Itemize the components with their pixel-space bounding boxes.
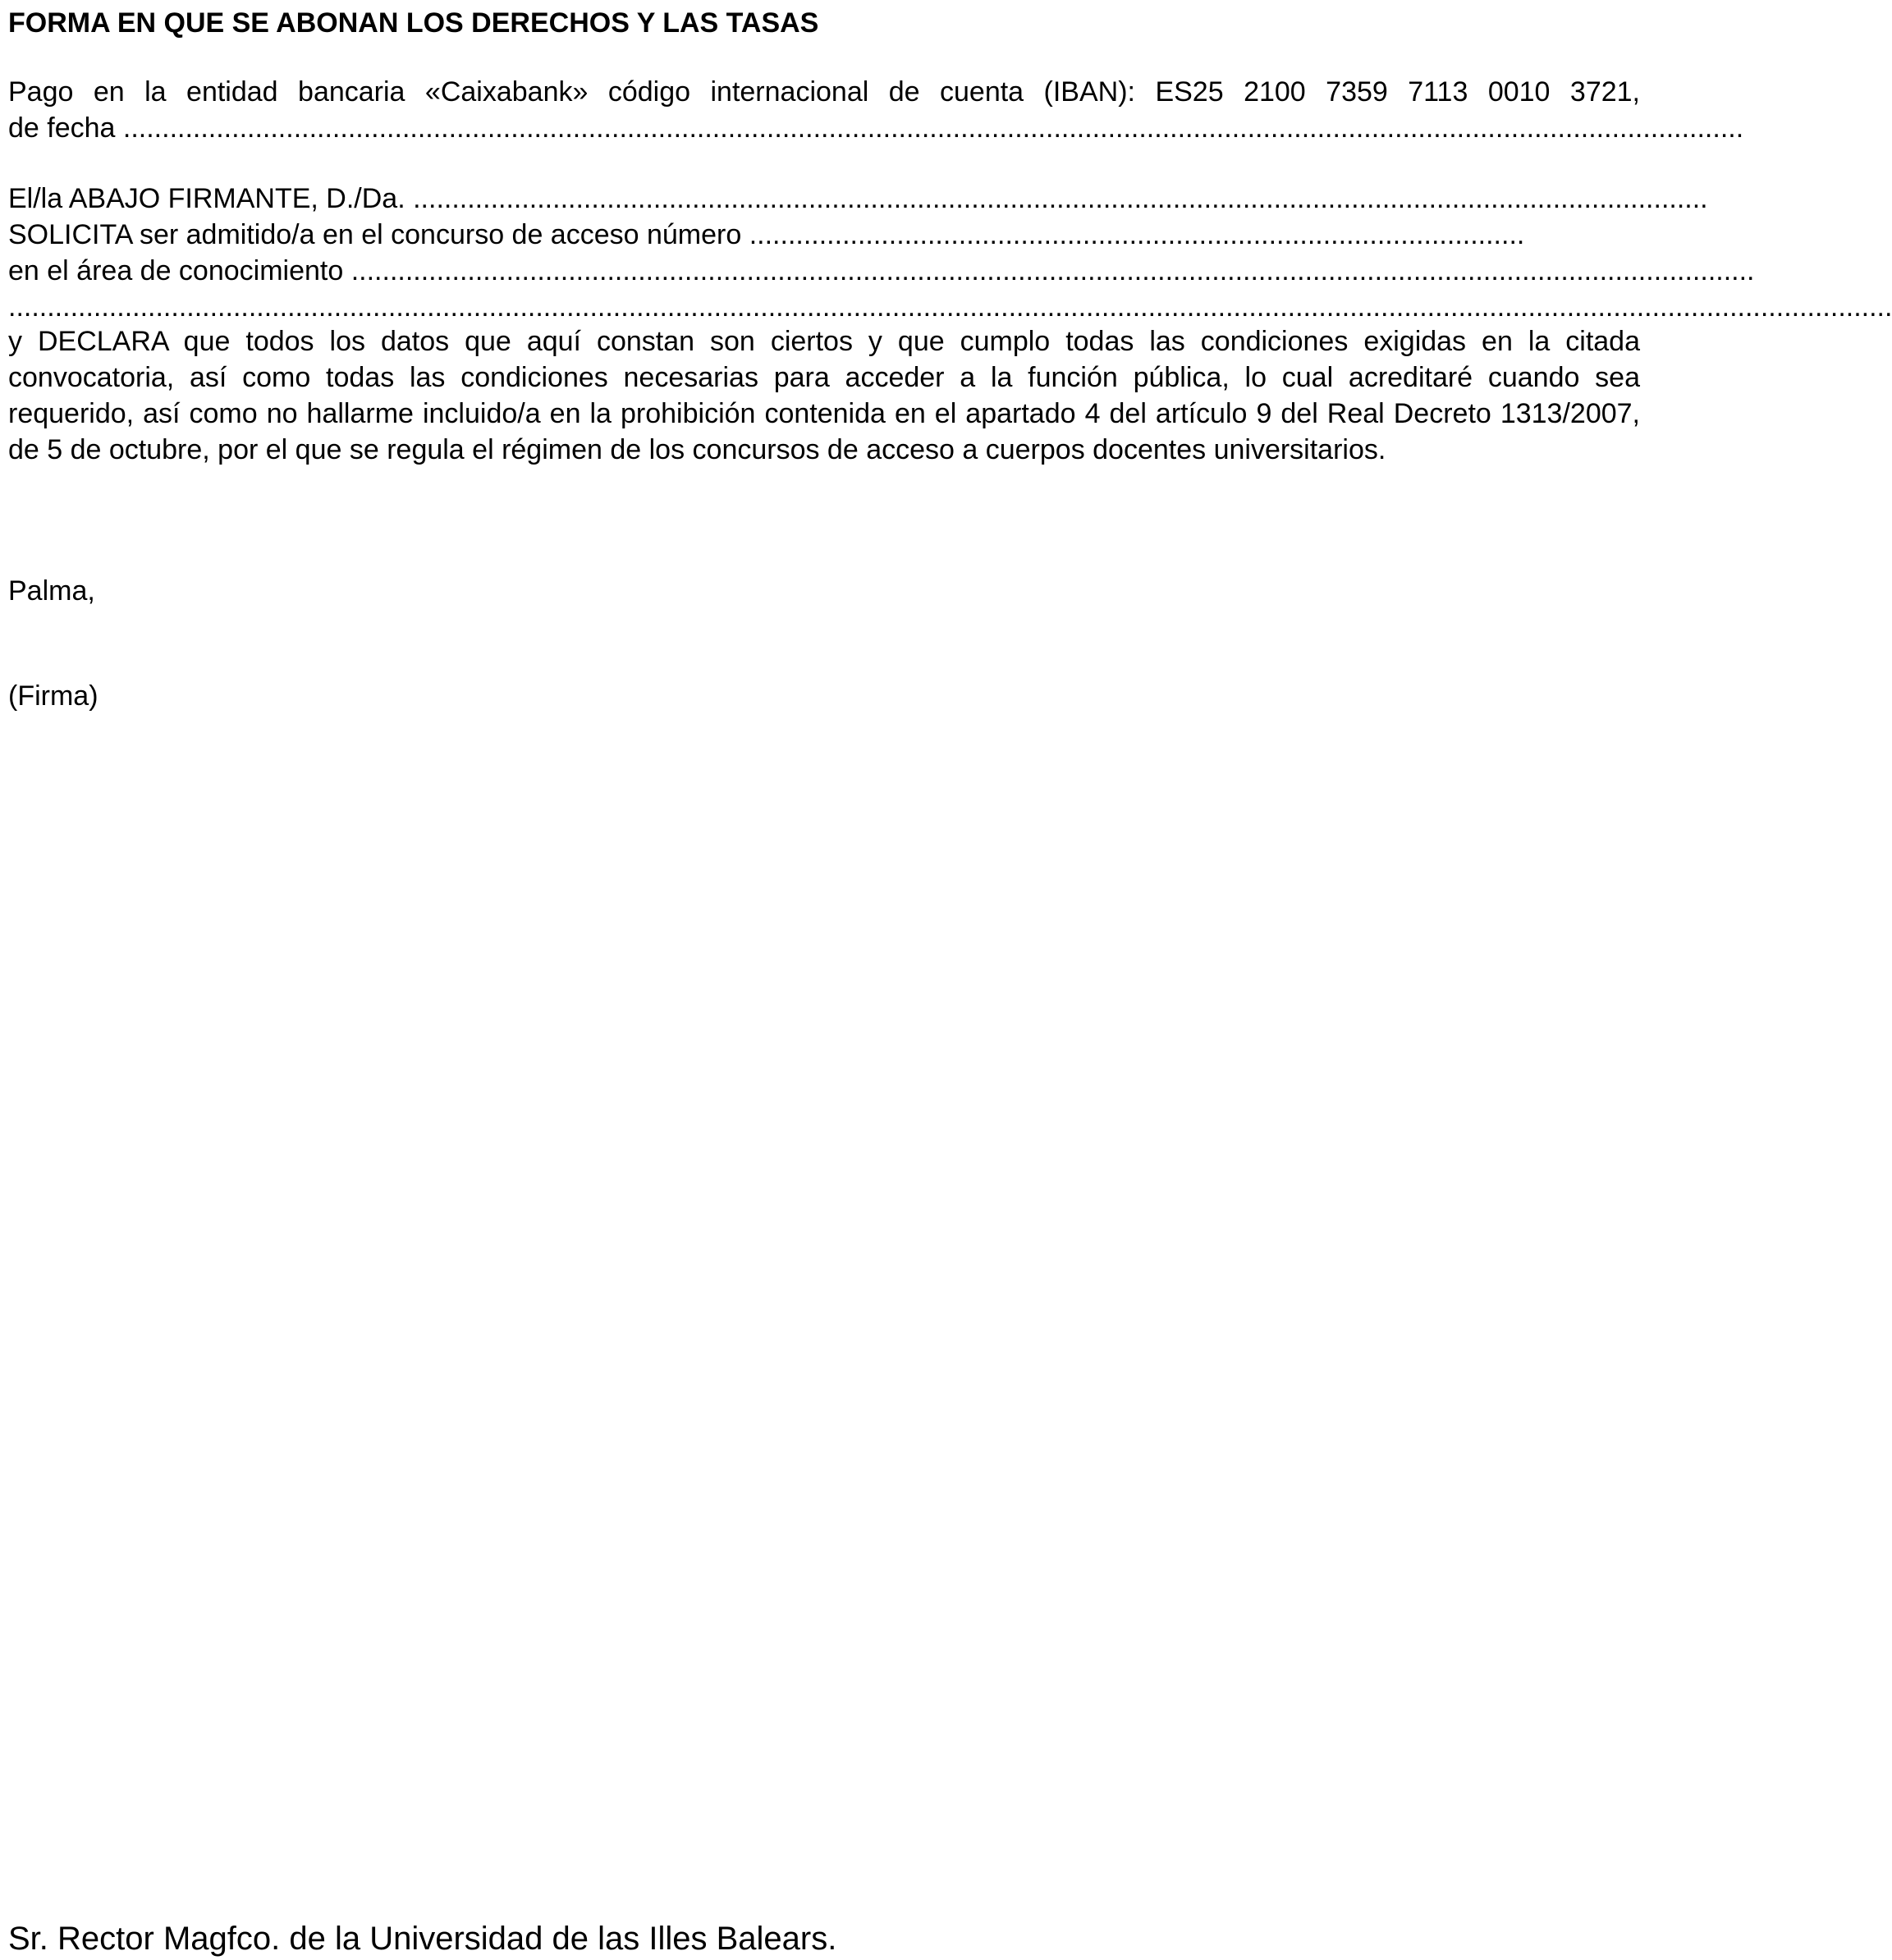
declaration-paragraph: y DECLARA que todos los datos que aquí constan son ciertos y que cumplo todas las condiciones exigidas en la citada convocatoria, así como todas las condiciones necesarias para acceder a la función pública, lo cual acreditaré cuando sea requerido, así como no hallarme incluido/a en la prohibición contenida en el apartado 4 del artículo 9 del Real Decreto 1313/2007, de 5 de octubre, por el que se regula el régimen de los concursos de acceso a cuerpos docentes universitarios. bbox=[8, 326, 1640, 465]
payment-iban-line: Pago en la entidad bancaria «Caixabank» código internacional de cuenta (IBAN): ES25 2100 7359 7113 0010 3721, bbox=[8, 76, 1640, 108]
place-label: Palma, bbox=[8, 575, 95, 607]
payment-date-line: de fecha ................................................................................................................................................................................................................. bbox=[8, 112, 1744, 144]
contest-number-line: SOLICITA ser admitido/a en el concurso de acceso número .................................................................................................... bbox=[8, 219, 1525, 250]
document-page bbox=[8, 0, 1892, 1960]
blank-fill-line: ................................................................................................................................................................................................................................................... bbox=[8, 291, 1892, 323]
addressee-line: Sr. Rector Magfco. de la Universidad de las Illes Balears. bbox=[8, 1921, 837, 1957]
signer-name-line: El/la ABAJO FIRMANTE, D./Da. ....................................................................................................................................................................... bbox=[8, 183, 1708, 214]
signature-label: (Firma) bbox=[8, 680, 98, 712]
section-heading: FORMA EN QUE SE ABONAN LOS DERECHOS Y LAS TASAS bbox=[8, 7, 819, 39]
knowledge-area-line: en el área de conocimiento ..................................................................................................................................................................................... bbox=[8, 255, 1755, 286]
payment-paragraph bbox=[8, 74, 1744, 146]
